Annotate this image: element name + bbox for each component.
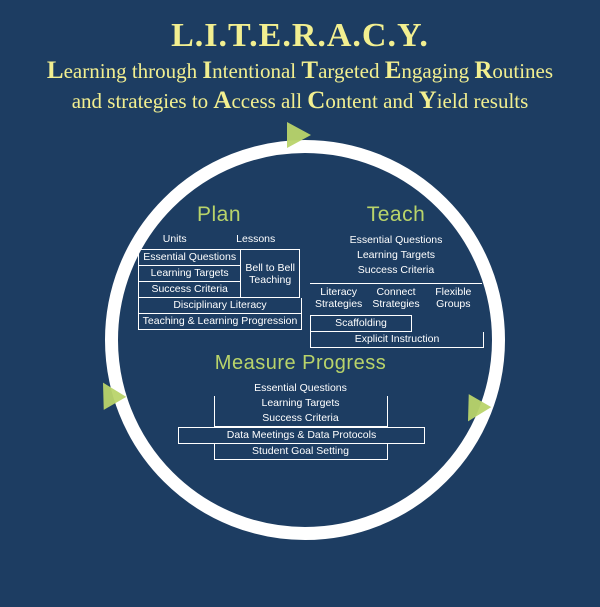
measure-item-success-criteria: Success Criteria	[214, 411, 388, 427]
plan-cell-bell-to-bell-teaching: Bell to Bell Teaching	[241, 249, 300, 298]
subtitle-cap: R	[474, 57, 493, 84]
page-title: L.I.T.E.R.A.C.Y.	[171, 17, 429, 54]
subtitle-text: ccess all	[231, 89, 308, 113]
subtitle-text: argeted	[318, 59, 385, 83]
teach-strategy-literacy: Literacy Strategies	[315, 286, 363, 310]
measure-item-learning-targets: Learning Targets	[214, 396, 388, 411]
plan-headers	[138, 233, 300, 246]
title-block	[0, 16, 600, 116]
teach-title: Teach	[366, 203, 426, 226]
subtitle-text: ontent and	[325, 89, 419, 113]
teach-strategies-row	[310, 283, 482, 312]
teach-item-learning-targets: Learning Targets	[356, 249, 436, 261]
plan-cell-success-criteria: Success Criteria	[138, 281, 241, 298]
plan-section	[138, 203, 300, 330]
measure-title: Measure Progress	[214, 352, 387, 374]
plan-title: Plan	[196, 203, 242, 226]
subtitle-cap: C	[307, 87, 326, 114]
subtitle-cap: I	[202, 57, 213, 84]
subtitle-text: ield results	[436, 89, 529, 113]
measure-progress-section	[178, 352, 423, 460]
plan-cell-learning-targets: Learning Targets	[138, 265, 241, 281]
plan-left-column	[138, 249, 241, 298]
subtitle-text: ngaging	[401, 59, 475, 83]
teach-cell-explicit-instruction: Explicit Instruction	[310, 332, 484, 348]
measure-cell-student-goal-setting: Student Goal Setting	[214, 444, 388, 460]
subtitle-cap: L	[46, 57, 64, 84]
subtitle-cap: T	[301, 57, 319, 84]
subtitle-line-1	[0, 56, 600, 86]
subtitle-text: and strategies to	[71, 89, 214, 113]
plan-grid	[138, 249, 300, 298]
teach-section	[310, 203, 482, 348]
plan-cell-essential-questions: Essential Questions	[138, 249, 241, 265]
subtitle-text: earning through	[63, 59, 203, 83]
subtitle-text: outines	[492, 59, 554, 83]
teach-strategy-flexible-groups: Flexible Groups	[435, 286, 472, 310]
teach-strategy-connect: Connect Strategies	[372, 286, 420, 310]
teach-cell-scaffolding: Scaffolding	[310, 315, 412, 332]
cycle-arrow-top-icon	[287, 122, 311, 148]
subtitle-cap: A	[213, 87, 232, 114]
plan-header-lessons: Lessons	[236, 233, 276, 245]
subtitle-line-2	[0, 86, 600, 116]
plan-cell-disciplinary-literacy: Disciplinary Literacy	[138, 298, 302, 314]
subtitle-cap: E	[384, 57, 402, 84]
plan-cell-teaching-learning-progression: Teaching & Learning Progression	[138, 314, 302, 330]
measure-cell-data-meetings: Data Meetings & Data Protocols	[178, 427, 425, 444]
measure-item-essential-questions: Essential Questions	[254, 382, 347, 394]
subtitle-cap: Y	[418, 87, 437, 114]
teach-item-essential-questions: Essential Questions	[349, 234, 443, 246]
plan-header-units: Units	[162, 233, 187, 245]
teach-item-success-criteria: Success Criteria	[357, 264, 435, 276]
teach-list	[310, 233, 482, 278]
subtitle-text: ntentional	[212, 59, 302, 83]
